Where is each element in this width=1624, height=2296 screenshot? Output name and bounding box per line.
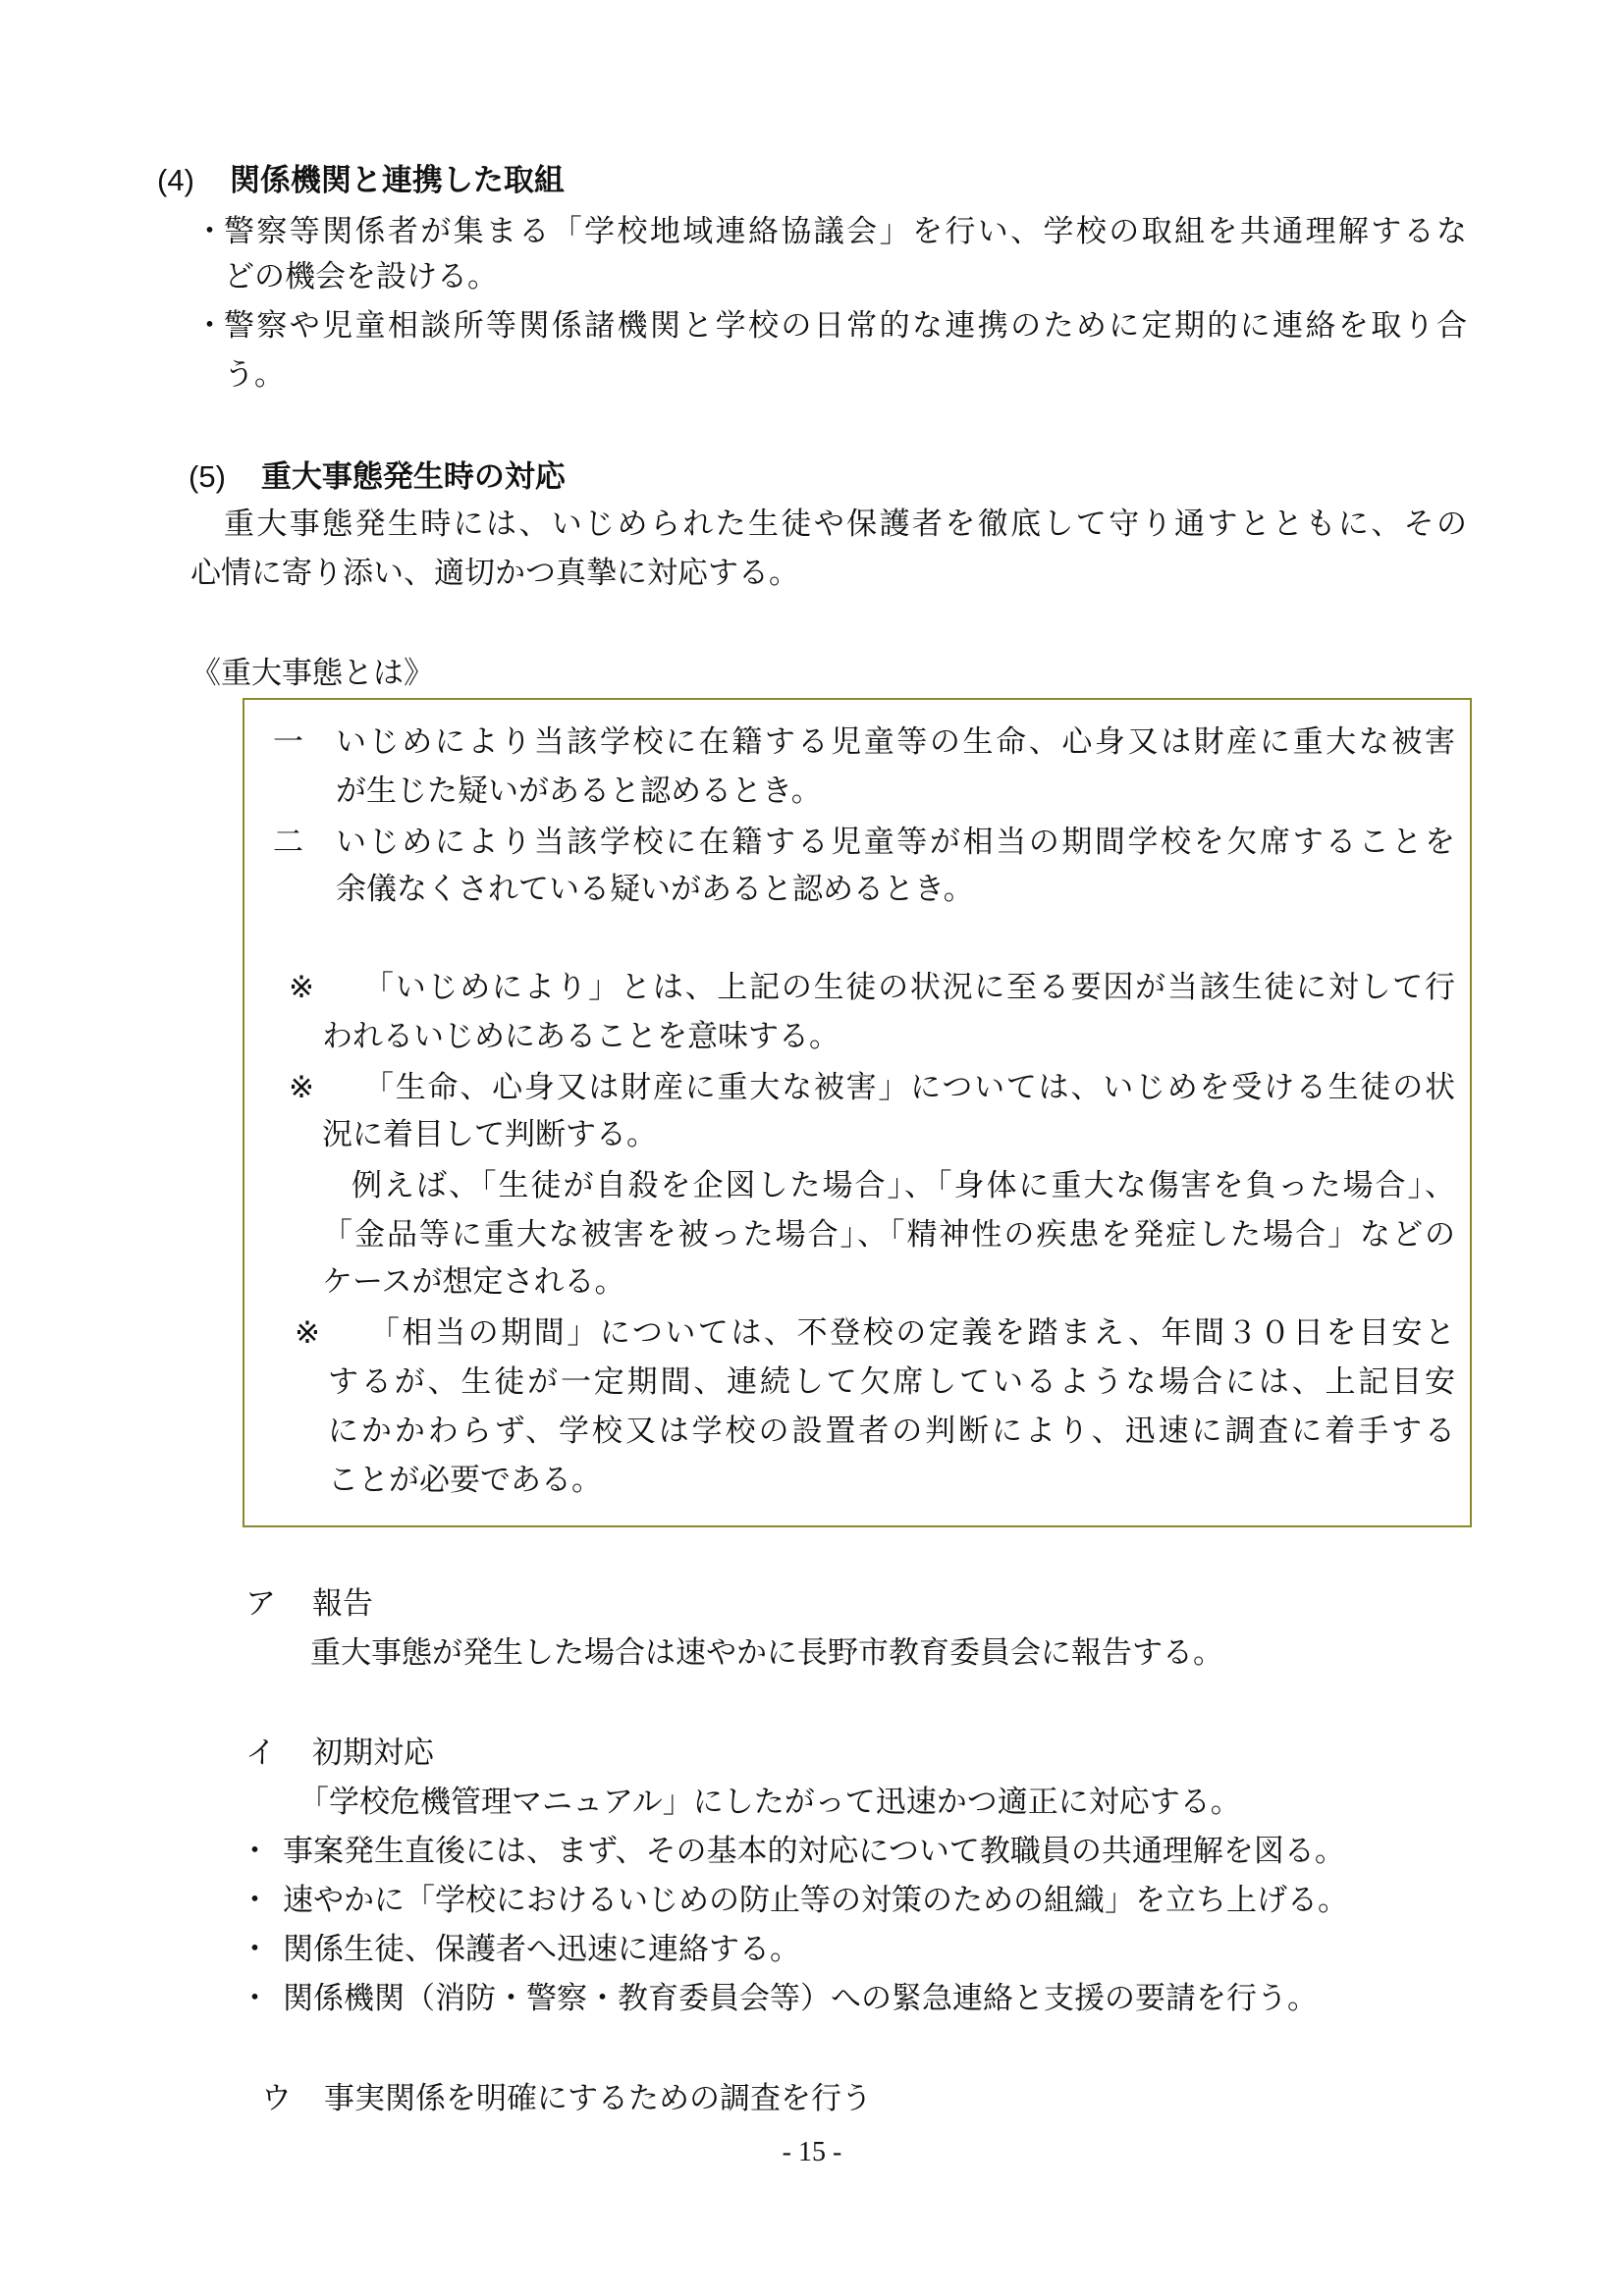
section-5-heading: [189, 457, 566, 497]
note-1-line1: 「いじめにより」とは、上記の生徒の状況に至る要因が当該生徒に対して行: [363, 970, 1455, 1005]
sub-i-bullet-2: 速やかに「学校におけるいじめの防止等の対策のための組織」を立ち上げる。: [283, 1883, 1348, 1918]
sub-u-mark: ウ: [261, 2081, 292, 2116]
section-4-number: (4): [157, 163, 194, 197]
sub-i-bullet-1-mark: ・: [240, 1834, 270, 1869]
sub-a-title: 報告: [312, 1586, 373, 1622]
section-4-item-2-bullet: ・: [194, 308, 225, 344]
section-4-item-1-bullet: ・: [194, 214, 225, 249]
note-2-line1: 「生命、心身又は財産に重大な被害」については、いじめを受ける生徒の状: [363, 1070, 1455, 1105]
section-4-title: 関係機関と連携した取組: [229, 163, 565, 198]
note-3-line2: するが、生徒が一定期間、連続して欠席しているような場合には、上記目安: [328, 1364, 1455, 1400]
page-number: - 15 -: [782, 2137, 842, 2167]
note-2-line5: ケースが想定される。: [322, 1264, 625, 1300]
sub-i-bullet-3: 関係生徒、保護者へ迅速に連絡する。: [283, 1932, 800, 1967]
note-3-line4: ことが必要である。: [328, 1463, 602, 1498]
sub-i-bullet-1: 事案発生直後には、まず、その基本的対応について教職員の共通理解を図る。: [283, 1834, 1345, 1869]
definition-item-2-line1: いじめにより当該学校に在籍する児童等が相当の期間学校を欠席することを: [336, 825, 1455, 860]
note-2-line2: 況に着目して判断する。: [322, 1117, 657, 1152]
sub-i-bullet-3-mark: ・: [240, 1932, 270, 1967]
section-4-item-1-line1: 警察等関係者が集まる「学校地域連絡協議会」を行い、学校の取組を共通理解するな: [224, 214, 1467, 249]
sub-i-bullet-2-mark: ・: [240, 1883, 270, 1918]
section-4-item-2-line2: う。: [224, 357, 285, 393]
note-3-line3: にかかわらず、学校又は学校の設置者の判断により、迅速に調査に着手する: [328, 1414, 1455, 1449]
definition-item-1-line2: が生じた疑いがあると認めるとき。: [336, 774, 822, 809]
sub-i-title: 初期対応: [312, 1735, 434, 1771]
note-3-line1: 「相当の期間」については、不登校の定義を踏まえ、年間３０日を目安と: [369, 1315, 1455, 1351]
definition-item-1-mark: 一: [273, 724, 303, 760]
section-5-number: (5): [189, 459, 226, 494]
sub-a-body: 重大事態が発生した場合は速やかに長野市教育委員会に報告する。: [310, 1635, 1223, 1671]
sub-a-mark: ア: [245, 1586, 276, 1622]
definition-label: 《重大事態とは》: [190, 656, 434, 691]
sub-i-body: 「学校危機管理マニュアル」にしたがって迅速かつ適正に対応する。: [298, 1785, 1241, 1820]
note-2-line4: 「金品等に重大な被害を被った場合」、「精神性の疾患を発症した場合」などの: [322, 1217, 1455, 1253]
section-5-intro-line1: 重大事態発生時には、いじめられた生徒や保護者を徹底して守り通すとともに、その: [224, 507, 1467, 542]
section-4-heading: [157, 161, 565, 200]
section-4-item-1-line2: どの機会を設ける。: [224, 259, 498, 294]
definition-item-2-line2: 余儀なくされている疑いがあると認めるとき。: [336, 872, 974, 907]
section-5-intro-line2: 心情に寄り添い、適切かつ真摯に対応する。: [190, 556, 799, 591]
sub-i-bullet-4-mark: ・: [240, 1981, 270, 2016]
section-5-title: 重大事態発生時の対応: [260, 459, 566, 495]
note-1-line2: われるいじめにあることを意味する。: [322, 1019, 839, 1054]
note-3-mark: ※: [295, 1315, 320, 1351]
sub-u-title: 事実関係を明確にするための調査を行う: [324, 2081, 872, 2116]
note-1-mark: ※: [289, 970, 314, 1005]
note-2-mark: ※: [289, 1070, 314, 1105]
definition-item-2-mark: 二: [273, 825, 303, 860]
section-4-item-2-line1: 警察や児童相談所等関係諸機関と学校の日常的な連携のために定期的に連絡を取り合: [224, 308, 1467, 344]
sub-i-bullet-4: 関係機関（消防・警察・教育委員会等）への緊急連絡と支援の要請を行う。: [283, 1981, 1318, 2016]
sub-i-mark: イ: [245, 1735, 276, 1771]
note-2-line3: 例えば、「生徒が自殺を企図した場合」、「身体に重大な傷害を負った場合」、: [352, 1168, 1455, 1203]
definition-item-1-line1: いじめにより当該学校に在籍する児童等の生命、心身又は財産に重大な被害: [336, 724, 1455, 760]
